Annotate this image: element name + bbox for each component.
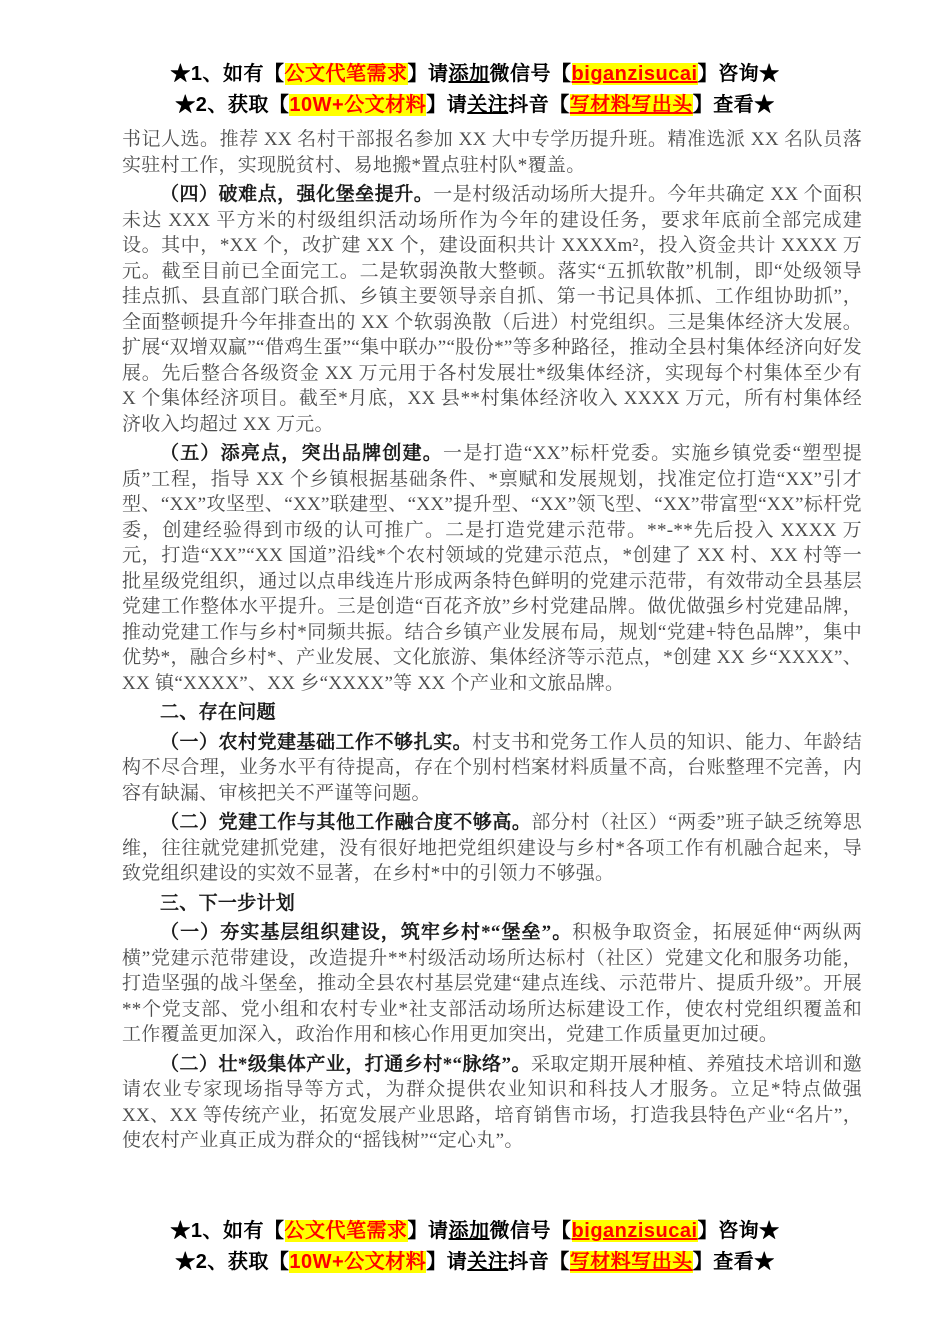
- promo-segment: 】请: [407, 63, 449, 85]
- paragraph: [122, 1052, 862, 1154]
- paragraph-lead: （一）夯实基层组织建设，筑牢乡村*“堡垒”。: [160, 922, 573, 943]
- promo-segment: biganzisucai: [571, 63, 698, 85]
- promo-segment: 微信号【: [489, 1220, 572, 1242]
- promo-segment: 】请: [407, 1220, 449, 1242]
- promo-segment: 10W+公文材料: [289, 1251, 427, 1273]
- section-heading: [122, 891, 862, 917]
- promo-segment: 添加: [448, 63, 490, 85]
- promo-segment: 】查看★: [692, 94, 775, 116]
- paragraph-text: 一是打造“XX”标杆党委。实施乡镇党委“塑型提质”工程，指导 XX 个乡镇根据基础条件、*禀赋和发展规划，找准定位打造“XX”引才型、“XX”攻坚型、“XX”联建型、“XX”提升型、“XX”领飞型、“XX”带富型“XX”标杆党委，创建经验得到市级的认可推广。二是打造党建示范带。**-**先后投入 XXXX 万元，打造“XX”“XX 国道”沿线*个农村领域的党建示范点，*创建了 XX 村、XX 村等一批星级党组织，通过以点串线连片形成两条特色鲜明的党建示范带，有效带动全县基层党建工作整体水平提升。三是创造“百花齐放”乡村党建品牌。做优做强乡村党建品牌，推动党建工作与乡村*同频共振。结合乡镇产业发展布局，规划“党建+特色品牌”，集中优势*，融合乡村*、产业发展、文化旅游、集体经济等示范点，*创建 XX 乡“XXXX”、XX 镇“XXXX”、XX 乡“XXXX”等 XX 个产业和文旅品牌。: [122, 443, 862, 694]
- promo-banner-bottom: [0, 1216, 950, 1278]
- paragraph-lead: （五）添亮点，突出品牌创建。: [160, 443, 443, 464]
- paragraph-lead: 三、下一步计划: [160, 892, 296, 914]
- promo-segment: 添加: [448, 1220, 490, 1242]
- paragraph: [122, 730, 862, 807]
- promo-segment: 10W+公文材料: [289, 94, 427, 116]
- paragraph: [122, 127, 862, 178]
- promo-segment: 】请: [426, 1251, 468, 1273]
- promo-segment: 关注: [467, 1251, 509, 1273]
- paragraph-text: 采取定期开展种植、养殖技术培训和邀请农业专家现场指导等方式，为群众提供农业知识和科技人才服务。立足*特点做强 XX、XX 等传统产业，拓宽发展产业思路，培育销售市场，打造我县特色产业“名片”，使农村产业真正成为群众的“摇钱树”“定心丸”。: [122, 1053, 862, 1151]
- paragraph-text: 村支书和党务工作人员的知识、能力、年龄结构不尽合理，业务水平有待提高，存在个别村档案材料质量不高，台账整理不完善，内容有缺漏、审核把关不严谨等问题。: [122, 731, 862, 804]
- promo-segment: ★2、获取【: [175, 1251, 290, 1273]
- promo-segment: biganzisucai: [571, 1220, 698, 1242]
- promo-line-2: [0, 1247, 950, 1278]
- promo-segment: 公文代笔需求: [284, 1220, 408, 1242]
- paragraph-text: 一是村级活动场所大提升。今年共确定 XX 个面积未达 XXX 平方米的村级组织活动场所作为今年的建设任务，要求年底前全部完成建设。其中，*XX 个，改扩建 XX 个，建设面积共计 XXXXm²，投入资金共计 XXXX 万元。截至目前已全面完工。二是软弱涣散大整顿。落实“五抓软散”机制，即“处级领导挂点抓、县直部门联合抓、乡镇主要领导亲自抓、第一书记具体抓、工作组协助抓”，全面整顿提升今年排查出的 XX 个软弱涣散（后进）村党组织。三是集体经济大发展。扩展“双增双赢”“借鸡生蛋”“集中联办”“股份*”等多种路径，推动全县村集体经济向好发展。先后整合各级资金 XX 万元用于各村发展壮*级集体经济，实现每个村集体至少有 X 个集体经济项目。截至*月底，XX 县**村集体经济收入 XXXX 万元，所有村集体经济收入均超过 XX 万元。: [122, 184, 862, 435]
- paragraph-lead: （二）党建工作与其他工作融合度不够高。: [160, 812, 532, 833]
- paragraph-text: 书记人选。推荐 XX 名村干部报名参加 XX 大中专学历提升班。精准选派 XX 名队员落实驻村工作，实现脱贫村、易地搬*置点驻村队*覆盖。: [122, 129, 862, 176]
- paragraph-lead: （四）破难点，强化堡垒提升。: [160, 184, 434, 205]
- promo-segment: 写材料写出头: [569, 94, 693, 116]
- paragraph-text: 部分村（社区）“两委”班子缺乏统筹思维，往往就党建抓党建，没有很好地把党组织建设与乡村*各项工作有机融合起来，导致党组织建设的实效不显著，在乡村*中的引领力不够强。: [122, 812, 862, 884]
- paragraph: [122, 920, 862, 1048]
- promo-segment: 】查看★: [692, 1251, 775, 1273]
- section-heading: [122, 700, 862, 726]
- promo-segment: 关注: [467, 94, 509, 116]
- document-body: [122, 127, 862, 1154]
- paragraph: [122, 182, 862, 437]
- promo-segment: ★1、如有【: [170, 63, 285, 85]
- promo-segment: 写材料写出头: [569, 1251, 693, 1273]
- promo-segment: ★1、如有【: [170, 1220, 285, 1242]
- promo-line-1: [0, 1216, 950, 1247]
- paragraph-lead: （二）壮*级集体产业，打通乡村*“脉络”。: [160, 1053, 531, 1075]
- paragraph: [122, 810, 862, 887]
- paragraph-text: 积极争取资金，拓展延伸“两纵两横”党建示范带建设，改造提升**村级活动场所达标村（社区）党建文化和服务功能，打造坚强的战斗堡垒，推动全县农村基层党建“建点连线、示范带片、提质升级”。开展**个党支部、党小组和农村专业*社支部活动场所达标建设工作，使农村党组织覆盖和工作覆盖更加深入，政治作用和核心作用更加突出，党建工作质量更加过硬。: [122, 922, 862, 1045]
- promo-segment: 公文代笔需求: [284, 63, 408, 85]
- promo-segment: 】咨询★: [697, 1220, 780, 1242]
- promo-segment: 抖音【: [508, 1251, 570, 1273]
- promo-segment: 微信号【: [489, 63, 572, 85]
- promo-segment: 抖音【: [508, 94, 570, 116]
- promo-line-1: [0, 59, 950, 90]
- promo-segment: 】请: [426, 94, 468, 116]
- promo-banner-top: [0, 0, 950, 121]
- promo-segment: ★2、获取【: [175, 94, 290, 116]
- paragraph-lead: （一）农村党建基础工作不够扎实。: [160, 731, 473, 753]
- promo-segment: 】咨询★: [697, 63, 780, 85]
- paragraph-lead: 二、存在问题: [160, 702, 276, 723]
- paragraph: [122, 441, 862, 696]
- promo-line-2: [0, 90, 950, 121]
